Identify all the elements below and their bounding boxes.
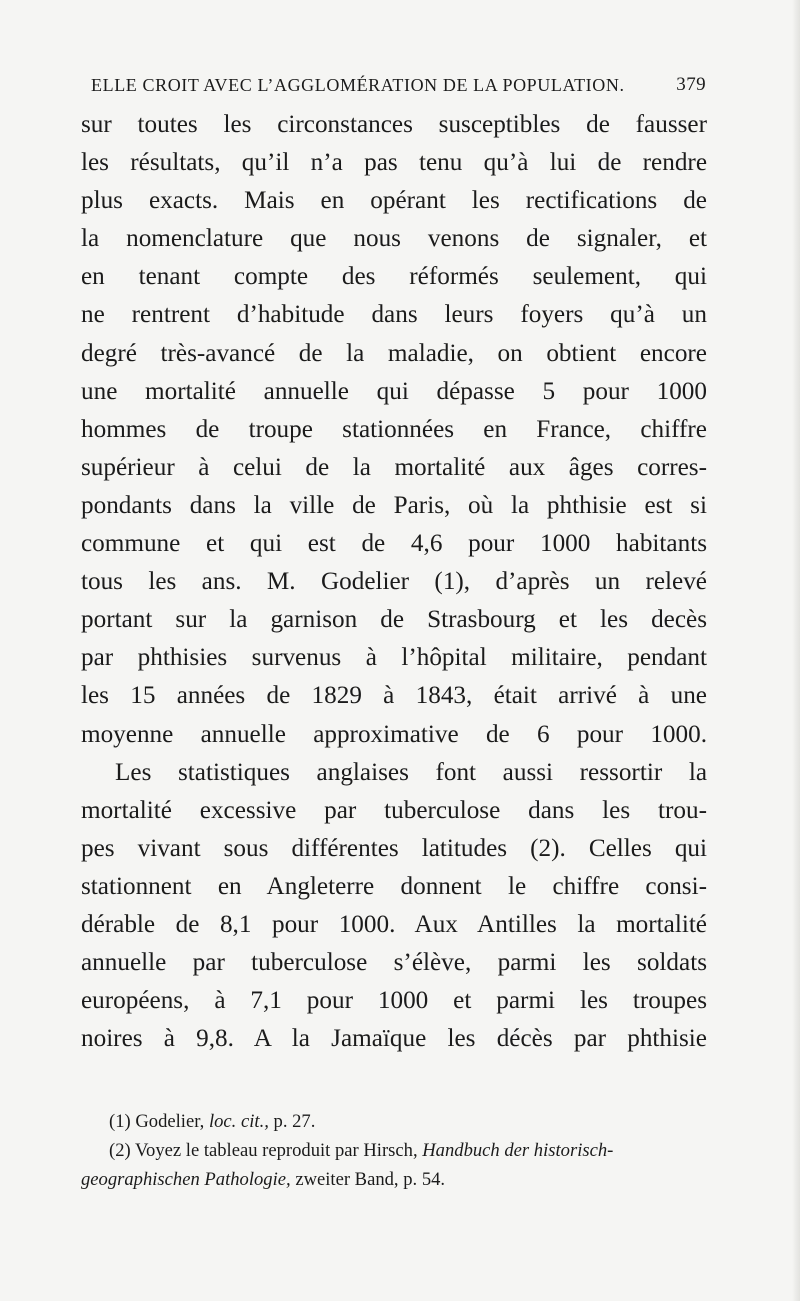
- footnote-italic: Handbuch der historisch-: [422, 1140, 614, 1161]
- footnotes: [81, 1107, 711, 1194]
- footnote-tail: p. 27.: [273, 1111, 316, 1132]
- running-title: ELLE CROIT AVEC L’AGGLOMÉRATION DE LA POPULATION.: [91, 74, 625, 95]
- footnote-2-continuation: [81, 1165, 711, 1194]
- footnote-italic: geographischen Pathologie,: [81, 1169, 291, 1190]
- text-line: tous les ans. M. Godelier (1), d’après un relevé: [81, 568, 707, 596]
- text-line: annuelle par tuberculose s’élève, parmi les soldats: [81, 949, 707, 977]
- text-line: pes vivant sous différentes latitudes (2). Celles qui: [81, 834, 707, 862]
- text-line: les résultats, qu’il n’a pas tenu qu’à lui de rendre: [81, 149, 707, 177]
- text-line: mortalité excessive par tuberculose dans les trou-: [81, 796, 707, 824]
- text-line: stationnent en Angleterre donnent le chiffre consi-: [81, 872, 707, 900]
- text-line: européens, à 7,1 pour 1000 et parmi les troupes: [81, 987, 707, 1015]
- text-line: supérieur à celui de la mortalité aux âges corres-: [81, 453, 707, 481]
- footnote-italic: loc. cit.,: [208, 1111, 269, 1132]
- text-line: dérable de 8,1 pour 1000. Aux Antilles la mortalité: [81, 910, 707, 938]
- footnote-tail: zweiter Band, p. 54.: [295, 1169, 446, 1190]
- text-line: portant sur la garnison de Strasbourg et les decès: [81, 606, 707, 634]
- footnote-text: Godelier,: [135, 1111, 205, 1132]
- text-line: degré très-avancé de la maladie, on obtient encore: [81, 339, 707, 367]
- footnote-text: Voyez le tableau reproduit par Hirsch,: [135, 1140, 418, 1161]
- text-line: en tenant compte des réformés seulement, qui: [81, 263, 707, 291]
- text-line: commune et qui est de 4,6 pour 1000 habitants: [81, 530, 707, 558]
- page-edge-shadow: [792, 0, 800, 1301]
- text-line: plus exacts. Mais en opérant les rectifications de: [81, 187, 707, 215]
- text-line: noires à 9,8. A la Jamaïque les décès par phthisie: [81, 1025, 707, 1053]
- footnote-1: [81, 1107, 711, 1136]
- text-line: une mortalité annuelle qui dépasse 5 pour 1000: [81, 377, 707, 405]
- text-line: la nomenclature que nous venons de signaler, et: [81, 225, 707, 253]
- text-line: moyenne annuelle approximative de 6 pour 1000.: [81, 720, 707, 748]
- footnote-2: [81, 1136, 711, 1165]
- paragraph-first-line: Les statistiques anglaises font aussi ressortir la: [115, 758, 707, 786]
- page-number: 379: [676, 74, 706, 95]
- running-header: [91, 68, 706, 102]
- body-text: [81, 106, 707, 1058]
- text-line: pondants dans la ville de Paris, où la phthisie est si: [81, 491, 707, 519]
- text-line: sur toutes les circonstances susceptibles de fausser: [81, 111, 707, 138]
- text-line: ne rentrent d’habitude dans leurs foyers qu’à un: [81, 301, 707, 329]
- text-line: les 15 années de 1829 à 1843, était arrivé à une: [81, 682, 707, 710]
- text-line: par phthisies survenus à l’hôpital militaire, pendant: [81, 644, 707, 672]
- footnote-marker: (2): [109, 1140, 131, 1161]
- footnote-marker: (1): [109, 1111, 131, 1132]
- text-line: hommes de troupe stationnées en France, chiffre: [81, 415, 707, 443]
